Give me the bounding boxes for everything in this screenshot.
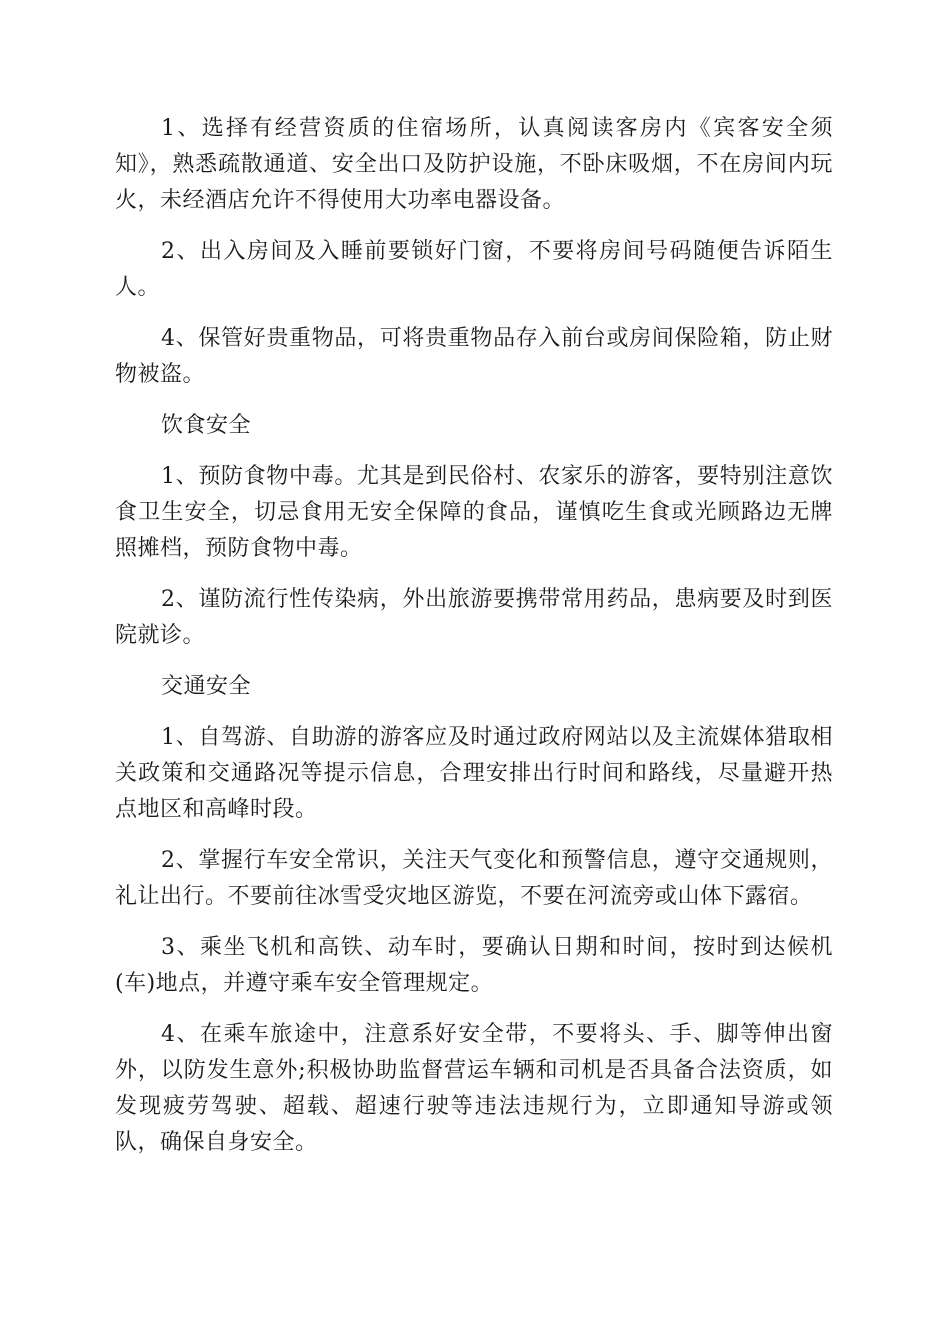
lodging-paragraph-1: 1、选择有经营资质的住宿场所，认真阅读客房内《宾客安全须知》，熟悉疏散通道、安全出口及防护设施，不卧床吸烟，不在房间内玩火，未经酒店允许不得使用大功率电器设备。: [115, 116, 833, 213]
food-paragraph-2: 2、谨防流行性传染病，外出旅游要携带常用药品，患病要及时到医院就诊。: [115, 587, 833, 648]
document-page: [115, 111, 833, 1176]
food-safety-heading: 饮食安全: [161, 413, 252, 438]
food-paragraph-1: 1、预防食物中毒。尤其是到民俗村、农家乐的游客，要特别注意饮食卫生安全，切忌食用无安全保障的食品，谨慎吃生食或光顾路边无牌照摊档，预防食物中毒。: [115, 464, 833, 561]
traffic-paragraph-4: 4、在乘车旅途中，注意系好安全带，不要将头、手、脚等伸出窗外，以防发生意外;积极协助监督营运车辆和司机是否具备合法资质，如发现疲劳驾驶、超载、超速行驶等违法违规行为，立即通知导游或领队，确保自身安全。: [115, 1022, 833, 1155]
lodging-paragraph-2: 2、出入房间及入睡前要锁好门窗，不要将房间号码随便告诉陌生人。: [115, 239, 833, 300]
traffic-paragraph-1: 1、自驾游、自助游的游客应及时通过政府网站以及主流媒体猎取相关政策和交通路况等提示信息，合理安排出行时间和路线，尽量避开热点地区和高峰时段。: [115, 725, 833, 822]
lodging-paragraph-4: 4、保管好贵重物品，可将贵重物品存入前台或房间保险箱，防止财物被盗。: [115, 326, 833, 387]
traffic-paragraph-2: 2、掌握行车安全常识，关注天气变化和预警信息，遵守交通规则，礼让出行。不要前往冰雪受灾地区游览，不要在河流旁或山体下露宿。: [115, 848, 833, 909]
traffic-safety-heading: 交通安全: [161, 674, 252, 699]
traffic-paragraph-3: 3、乘坐飞机和高铁、动车时，要确认日期和时间，按时到达候机(车)地点，并遵守乘车安全管理规定。: [115, 935, 833, 996]
